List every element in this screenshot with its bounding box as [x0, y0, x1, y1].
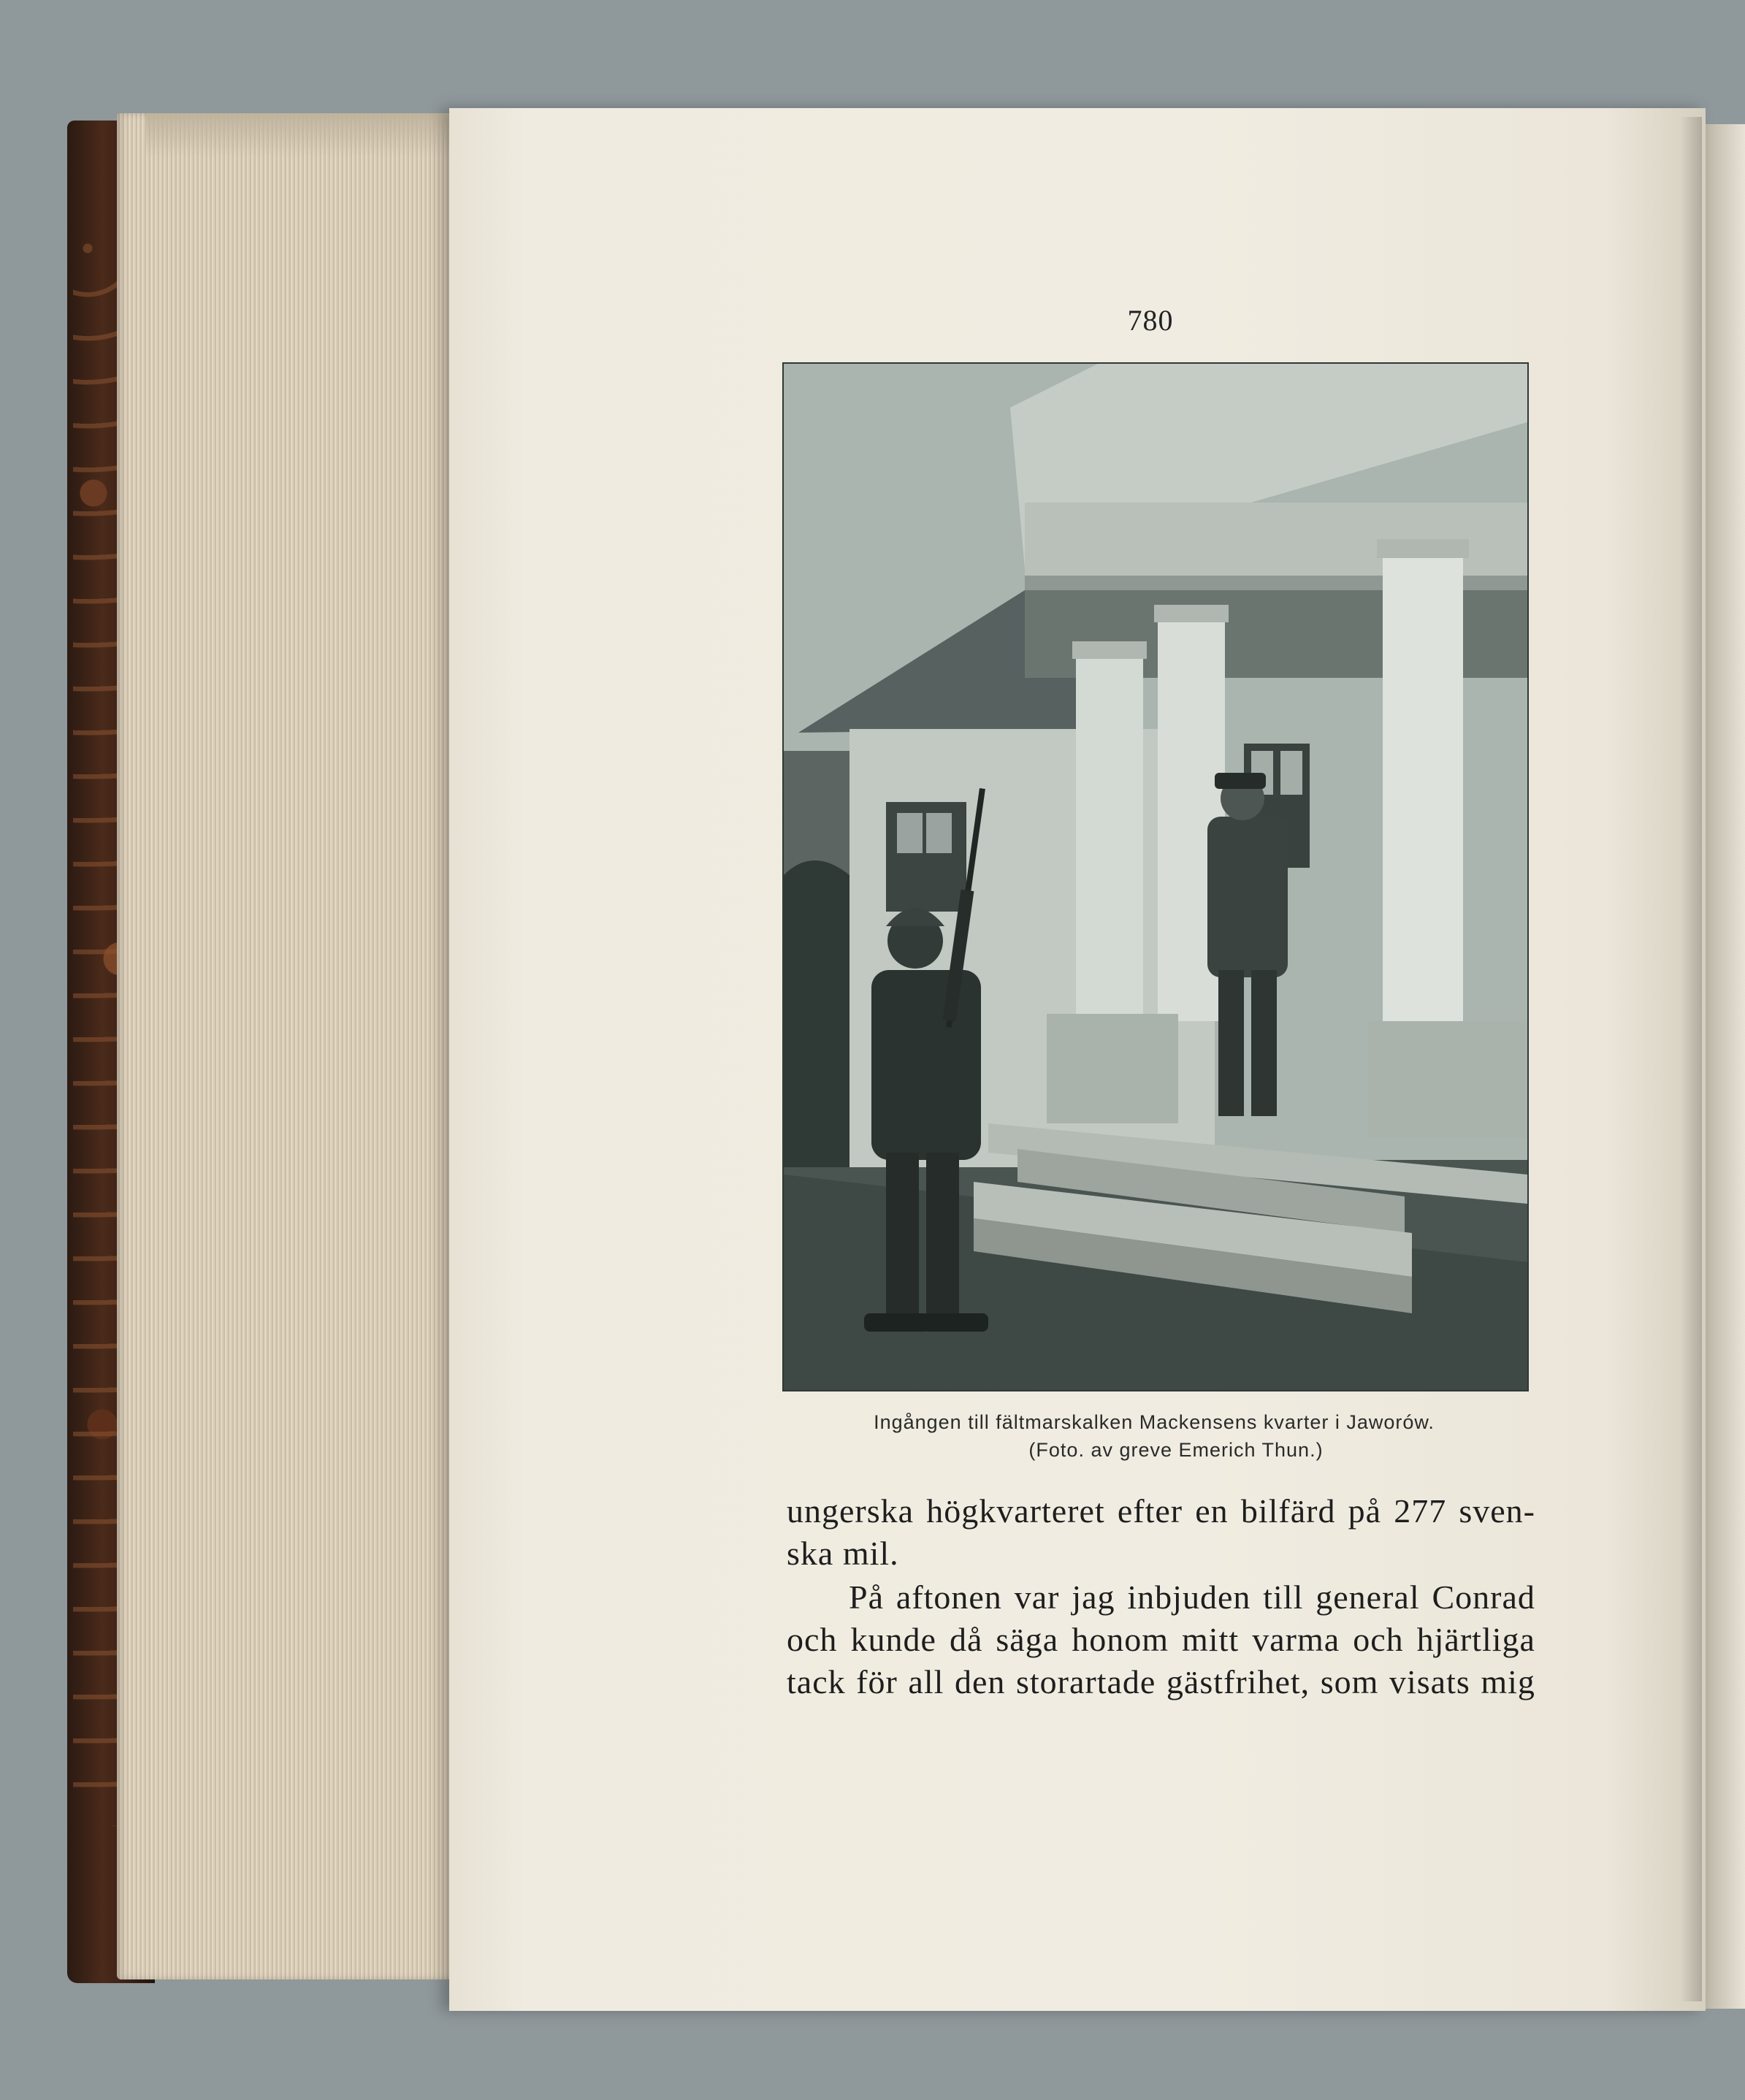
word: visats — [1389, 1663, 1470, 1700]
word: den — [954, 1663, 1006, 1700]
word: Conrad — [1432, 1578, 1535, 1616]
facing-page-edge — [1706, 124, 1745, 2009]
word: på — [1348, 1492, 1382, 1530]
word: storartade — [1015, 1663, 1156, 1700]
paragraph-2 — [787, 1576, 1535, 1703]
photograph-illustration — [784, 364, 1527, 1390]
word: inbjuden — [1127, 1578, 1251, 1616]
word: mitt — [1182, 1621, 1240, 1658]
paragraph-1 — [787, 1490, 1535, 1575]
word: ungerska — [787, 1492, 914, 1530]
word: general — [1316, 1578, 1420, 1616]
text-line — [787, 1661, 1535, 1703]
word: hjärtliga — [1416, 1621, 1535, 1658]
word: för — [856, 1663, 898, 1700]
word: all — [908, 1663, 944, 1700]
word: aftonen — [896, 1578, 1002, 1616]
text-line — [787, 1490, 1535, 1532]
word: och — [1353, 1621, 1404, 1658]
word: kunde — [850, 1621, 936, 1658]
text-line — [787, 1576, 1535, 1619]
word: bilfärd — [1240, 1492, 1336, 1530]
page-edges — [117, 113, 453, 1979]
word: jag — [1072, 1578, 1115, 1616]
word: På — [849, 1578, 884, 1616]
text-line — [787, 1619, 1535, 1661]
word: då — [949, 1621, 983, 1658]
word: och — [787, 1621, 838, 1658]
word: ska mil. — [787, 1535, 899, 1572]
word: högkvarteret — [926, 1492, 1105, 1530]
word: en — [1195, 1492, 1229, 1530]
page-number: 780 — [1127, 304, 1174, 337]
page-gutter — [1680, 117, 1702, 2001]
word: 277 — [1394, 1492, 1447, 1530]
figure-caption: Ingången till fältmarskalken Mackensens kvarter i Jaworów. — [874, 1411, 1435, 1433]
page-edges-shadow — [146, 113, 453, 157]
text-line — [787, 1532, 1535, 1575]
word: gästfrihet, — [1166, 1663, 1310, 1700]
word: honom — [1072, 1621, 1169, 1658]
word: mig — [1481, 1663, 1535, 1700]
word: som — [1320, 1663, 1379, 1700]
word: till — [1263, 1578, 1304, 1616]
word: efter — [1117, 1492, 1183, 1530]
word: varma — [1252, 1621, 1340, 1658]
word: var — [1014, 1578, 1060, 1616]
word: säga — [996, 1621, 1059, 1658]
word: tack — [787, 1663, 846, 1700]
word: sven- — [1459, 1492, 1535, 1530]
figure-credit: (Foto. av greve Emerich Thun.) — [1028, 1439, 1324, 1461]
photograph — [782, 362, 1529, 1391]
